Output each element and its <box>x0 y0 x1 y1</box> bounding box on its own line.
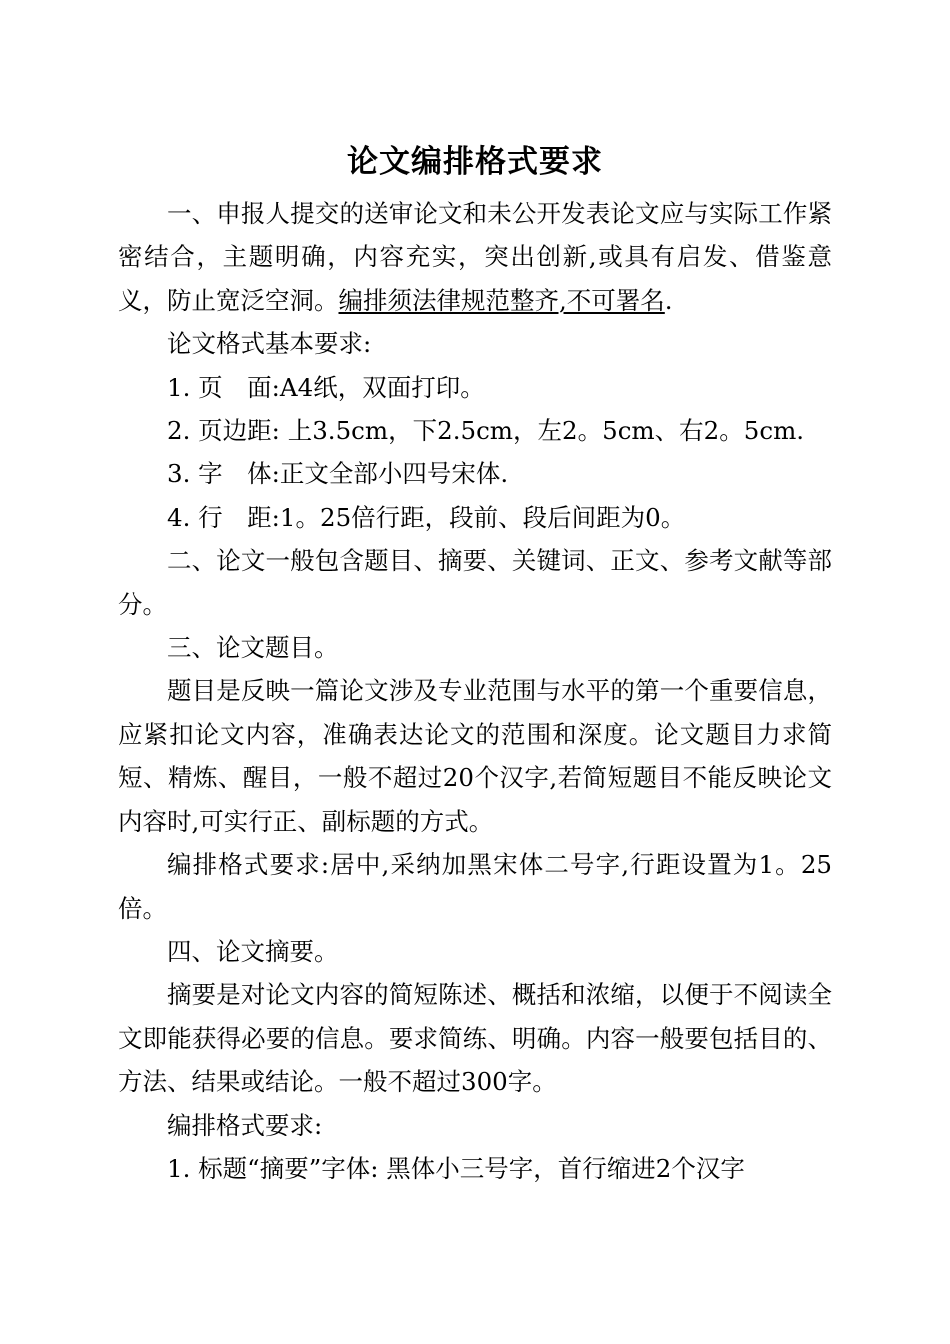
paragraph-abstract-format: 编排格式要求: <box>167 1110 323 1140</box>
section-heading-abstract: 四、论文摘要。 <box>167 936 339 966</box>
paragraph-title-description: 题目是反映一篇论文涉及专业范围与水平的第一个重要信息，应紧扣论文内容，准确表达论文的范围和深度。论文题目力求简短、精炼、醒目，一般不超过20个汉字,若简短题目不能反映论文内容时,可实行正、副标题的方式。 <box>118 676 832 836</box>
document-title: 论文编排格式要求 <box>347 144 603 180</box>
list-item-line-spacing: 4. 行 距:1。25倍行距，段前、段后间距为0。 <box>167 502 686 532</box>
document-page <box>118 140 832 1190</box>
paragraph-title-format: 编排格式要求:居中,采纳加黑宋体二号字,行距设置为1。25倍。 <box>118 850 832 923</box>
paragraph-paper-parts: 二、论文一般包含题目、摘要、关键词、正文、参考文献等部分。 <box>118 546 832 619</box>
paragraph-abstract-description: 摘要是对论文内容的简短陈述、概括和浓缩，以便于不阅读全文即能获得必要的信息。要求简练、明确。内容一般要包括目的、方法、结果或结论。一般不超过300字。 <box>118 980 832 1097</box>
paragraph-end-mark: . <box>664 285 673 315</box>
list-item-page: 1. 页 面:A4纸，双面打印。 <box>167 372 485 402</box>
list-item-margins: 2. 页边距: 上3.5cm，下2.5cm，左2。5cm、右2。5cm. <box>167 416 805 446</box>
list-item-font: 3. 字 体:正文全部小四号宋体. <box>167 459 509 489</box>
underlined-note: 编排须法律规范整齐,不可署名 <box>338 285 665 315</box>
paragraph-basic-format: 论文格式基本要求: <box>167 329 372 359</box>
section-heading-title: 三、论文题目。 <box>167 633 339 663</box>
paragraph-submission-requirements <box>118 192 832 322</box>
list-item-abstract-heading: 1. 标题“摘要”字体: 黑体小三号字，首行缩进2个汉字 <box>167 1153 745 1183</box>
paragraph-text: 一、申报人提交的送审论文和未公开发表论文应与实际工作紧密结合，主题明确，内容充实，突出创新,或具有启发、借鉴意义，防止宽泛空洞。 <box>118 199 832 315</box>
